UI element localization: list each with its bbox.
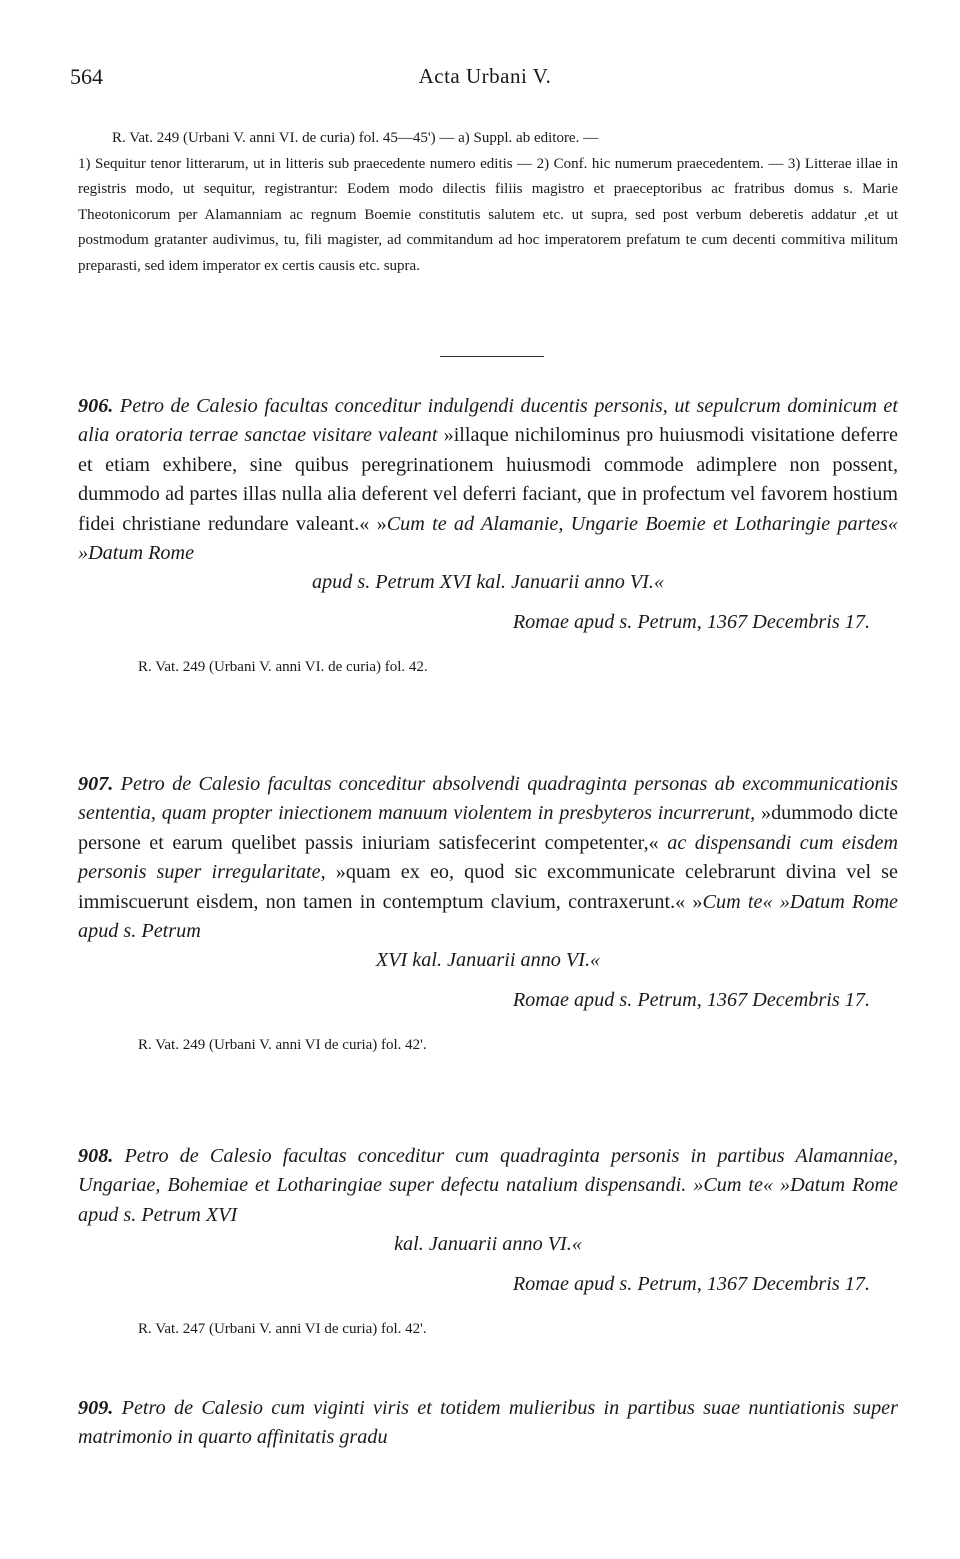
entry-reference: R. Vat. 249 (Urbani V. anni VI de curia) fol. 42'. — [138, 1037, 427, 1054]
entry-datum: kal. Januarii anno VI.« — [394, 1233, 582, 1256]
entry-number: 907. — [78, 773, 114, 795]
section-divider — [440, 356, 544, 357]
entry-datum: apud s. Petrum XVI kal. Januarii anno VI.« — [311, 571, 665, 594]
page-number: 564 — [70, 64, 103, 89]
notes-text: 1) Sequitur tenor litterarum, ut in litteris sub praecedente numero editis — 2) Conf. hic numerum praecedentem. — 3) Litterae illae in registris modo, ut sequitur, registrantur: Eodem modo dilectis filiis magistro et praeceptoribus ac fratribus domus s. Marie Theotonicorum per Alamanniam ac regnum Boemie constitutis salutem etc. ut supra, sed post verbum deberetis addatur ,et ut postmodum gratanter audivimus, tu, fili magister, ad commitandum ad hoc imperatorem prefatum te cum decenti commitiva militum preparasti, sed idem imperator ex certis causis etc. supra. — [78, 155, 898, 274]
entry-incipit: Cum te« »Datum Rome apud s. Petrum — [78, 890, 898, 943]
entry-date: Romae apud s. Petrum, 1367 Decembris 17. — [512, 988, 870, 1011]
footnotes-block — [78, 126, 898, 280]
entry-reference: R. Vat. 249 (Urbani V. anni VI. de curia) fol. 42. — [138, 659, 428, 676]
notes-reference-line: R. Vat. 249 (Urbani V. anni VI. de curia) fol. 45—45') — a) Suppl. ab editore. — — [112, 130, 599, 146]
entry-summary-2: ac dispensandi cum eisdem personis super irregularitate, — [78, 831, 898, 884]
entry-text-2: »quam ex eo, quod sic excommunicate celebrarunt divina vel se immiscuerunt eisdem, non tamen in contemptum clavium, contraxerunt.« » — [78, 861, 899, 913]
entry-date: Romae apud s. Petrum, 1367 Decembris 17. — [512, 1272, 870, 1295]
entry-text: »illaque nichilominus pro huiusmodi visitatione deferre et etiam exhibere, sine quibus peregrinationem huiusmodi commode adimplere non possent, dummodo ad partes illas nulla alia deferent vel deferri faciant, que in profectum vel favorem hostium fidei christiane redundare valeant.« » — [78, 424, 898, 535]
entry-908 — [78, 1142, 898, 1339]
entry-datum: XVI kal. Januarii anno VI.« — [375, 949, 601, 972]
entry-summary: Petro de Calesio facultas conceditur cum quadraginta personis in partibus Alamanniae, Ungariae, Bohemiae et Lotharingiae super defectu natalium dispensandi. »Cum te« »Datum Rome apud s. Petrum XVI — [78, 1145, 899, 1226]
page-header — [70, 64, 900, 98]
entry-number: 906. — [78, 395, 114, 417]
entry-906 — [78, 392, 898, 677]
entry-incipit: Cum te ad Alamanie, Ungarie Boemie et Lotharingie partes« »Datum Rome — [78, 512, 898, 565]
entry-907 — [78, 770, 898, 1055]
entry-reference: R. Vat. 247 (Urbani V. anni VI de curia) fol. 42'. — [138, 1321, 427, 1338]
entry-number: 908. — [78, 1145, 114, 1167]
entry-summary: Petro de Calesio facultas conceditur indulgendi ducentis personis, ut sepulcrum dominicum et alia oratoria terrae sanctae visitare valeant — [78, 395, 898, 447]
running-title: Acta Urbani V. — [418, 64, 552, 88]
entry-909 — [78, 1394, 898, 1453]
entry-text: »dummodo dicte persone et earum quelibet passis iniuriam satisfecerint competenter,« — [78, 802, 899, 854]
entry-number: 909. — [78, 1397, 114, 1419]
entry-summary: Petro de Calesio facultas conceditur absolvendi quadraginta personas ab excommunicationis sententia, quam propter iniectionem manuum violentem in presbyteros incurrerunt, — [78, 773, 899, 825]
entry-summary: Petro de Calesio cum viginti viris et totidem mulieribus in partibus suae nuntiationis super matrimonio in quarto affinitatis gradu — [78, 1397, 898, 1449]
entry-date: Romae apud s. Petrum, 1367 Decembris 17. — [512, 610, 870, 633]
